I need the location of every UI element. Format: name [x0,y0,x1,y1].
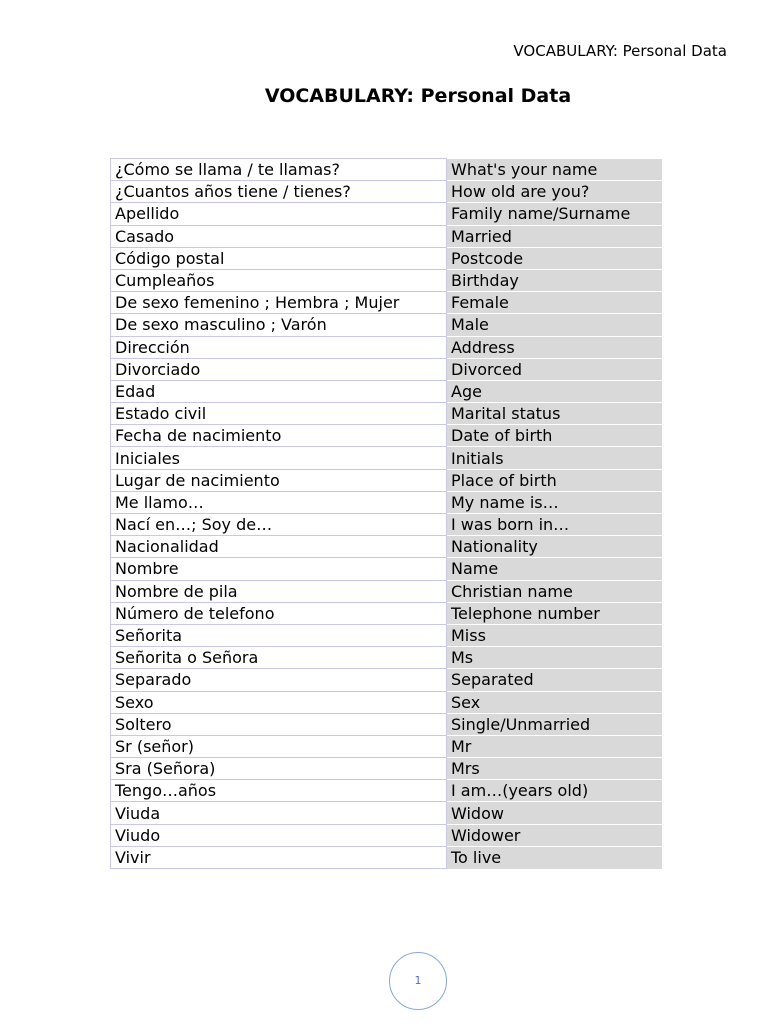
english-term: Sex [447,691,662,713]
table-row [111,691,662,713]
spanish-term: Dirección [111,336,447,358]
table-row [111,624,662,646]
spanish-term: Señorita [111,624,447,646]
running-header: VOCABULARY: Personal Data [513,42,727,60]
english-term: How old are you? [447,181,662,203]
english-term: Postcode [447,247,662,269]
spanish-term: Edad [111,380,447,402]
spanish-term: Estado civil [111,403,447,425]
english-term: Mr [447,735,662,757]
english-term: Family name/Surname [447,203,662,225]
english-term: Marital status [447,403,662,425]
spanish-term: ¿Cómo se llama / te llamas? [111,159,447,181]
spanish-term: Lugar de nacimiento [111,469,447,491]
spanish-term: Nombre [111,558,447,580]
english-term: Christian name [447,580,662,602]
page-title: VOCABULARY: Personal Data [264,85,572,107]
table-row [111,780,662,802]
spanish-term: Viuda [111,802,447,824]
english-term: Widower [447,824,662,846]
spanish-term: Señorita o Señora [111,647,447,669]
spanish-term: Me llamo… [111,491,447,513]
spanish-term: Soltero [111,713,447,735]
table-row [111,358,662,380]
table-row [111,713,662,735]
table-row [111,292,662,314]
spanish-term: Nací en…; Soy de… [111,514,447,536]
table-row [111,514,662,536]
spanish-term: Tengo…años [111,780,447,802]
vocabulary-table [110,158,662,869]
page-number: 1 [389,952,447,1010]
english-term: Separated [447,669,662,691]
spanish-term: Sexo [111,691,447,713]
table-row [111,846,662,868]
spanish-term: Nombre de pila [111,580,447,602]
table-row [111,580,662,602]
spanish-term: ¿Cuantos años tiene / tienes? [111,181,447,203]
english-term: Address [447,336,662,358]
table-row [111,824,662,846]
english-term: Mrs [447,758,662,780]
spanish-term: Sra (Señora) [111,758,447,780]
spanish-term: Vivir [111,846,447,868]
spanish-term: Iniciales [111,447,447,469]
table-row [111,336,662,358]
table-row [111,602,662,624]
table-row [111,802,662,824]
spanish-term: Nacionalidad [111,536,447,558]
english-term: Widow [447,802,662,824]
english-term: Male [447,314,662,336]
spanish-term: Apellido [111,203,447,225]
english-term: Ms [447,647,662,669]
english-term: What's your name [447,159,662,181]
table-row [111,558,662,580]
english-term: Age [447,380,662,402]
spanish-term: Cumpleaños [111,269,447,291]
table-row [111,269,662,291]
table-row [111,380,662,402]
spanish-term: Viudo [111,824,447,846]
english-term: I am…(years old) [447,780,662,802]
english-term: Married [447,225,662,247]
english-term: Place of birth [447,469,662,491]
english-term: Single/Unmarried [447,713,662,735]
table-row [111,225,662,247]
spanish-term: Divorciado [111,358,447,380]
spanish-term: Casado [111,225,447,247]
english-term: Nationality [447,536,662,558]
spanish-term: Fecha de nacimiento [111,425,447,447]
spanish-term: Número de telefono [111,602,447,624]
table-row [111,669,662,691]
table-row [111,181,662,203]
table-row [111,758,662,780]
english-term: Date of birth [447,425,662,447]
table-row [111,403,662,425]
english-term: Divorced [447,358,662,380]
english-term: Birthday [447,269,662,291]
table-row [111,491,662,513]
table-row [111,735,662,757]
english-term: Name [447,558,662,580]
table-row [111,469,662,491]
table-row [111,425,662,447]
english-term: My name is… [447,491,662,513]
english-term: Female [447,292,662,314]
spanish-term: Separado [111,669,447,691]
english-term: Miss [447,624,662,646]
table-row [111,159,662,181]
english-term: Initials [447,447,662,469]
english-term: To live [447,846,662,868]
table-row [111,447,662,469]
spanish-term: Sr (señor) [111,735,447,757]
spanish-term: Código postal [111,247,447,269]
table-row [111,203,662,225]
spanish-term: De sexo femenino ; Hembra ; Mujer [111,292,447,314]
table-row [111,536,662,558]
table-row [111,647,662,669]
vocabulary-table-body [111,159,662,869]
english-term: Telephone number [447,602,662,624]
spanish-term: De sexo masculino ; Varón [111,314,447,336]
table-row [111,314,662,336]
table-row [111,247,662,269]
english-term: I was born in… [447,514,662,536]
